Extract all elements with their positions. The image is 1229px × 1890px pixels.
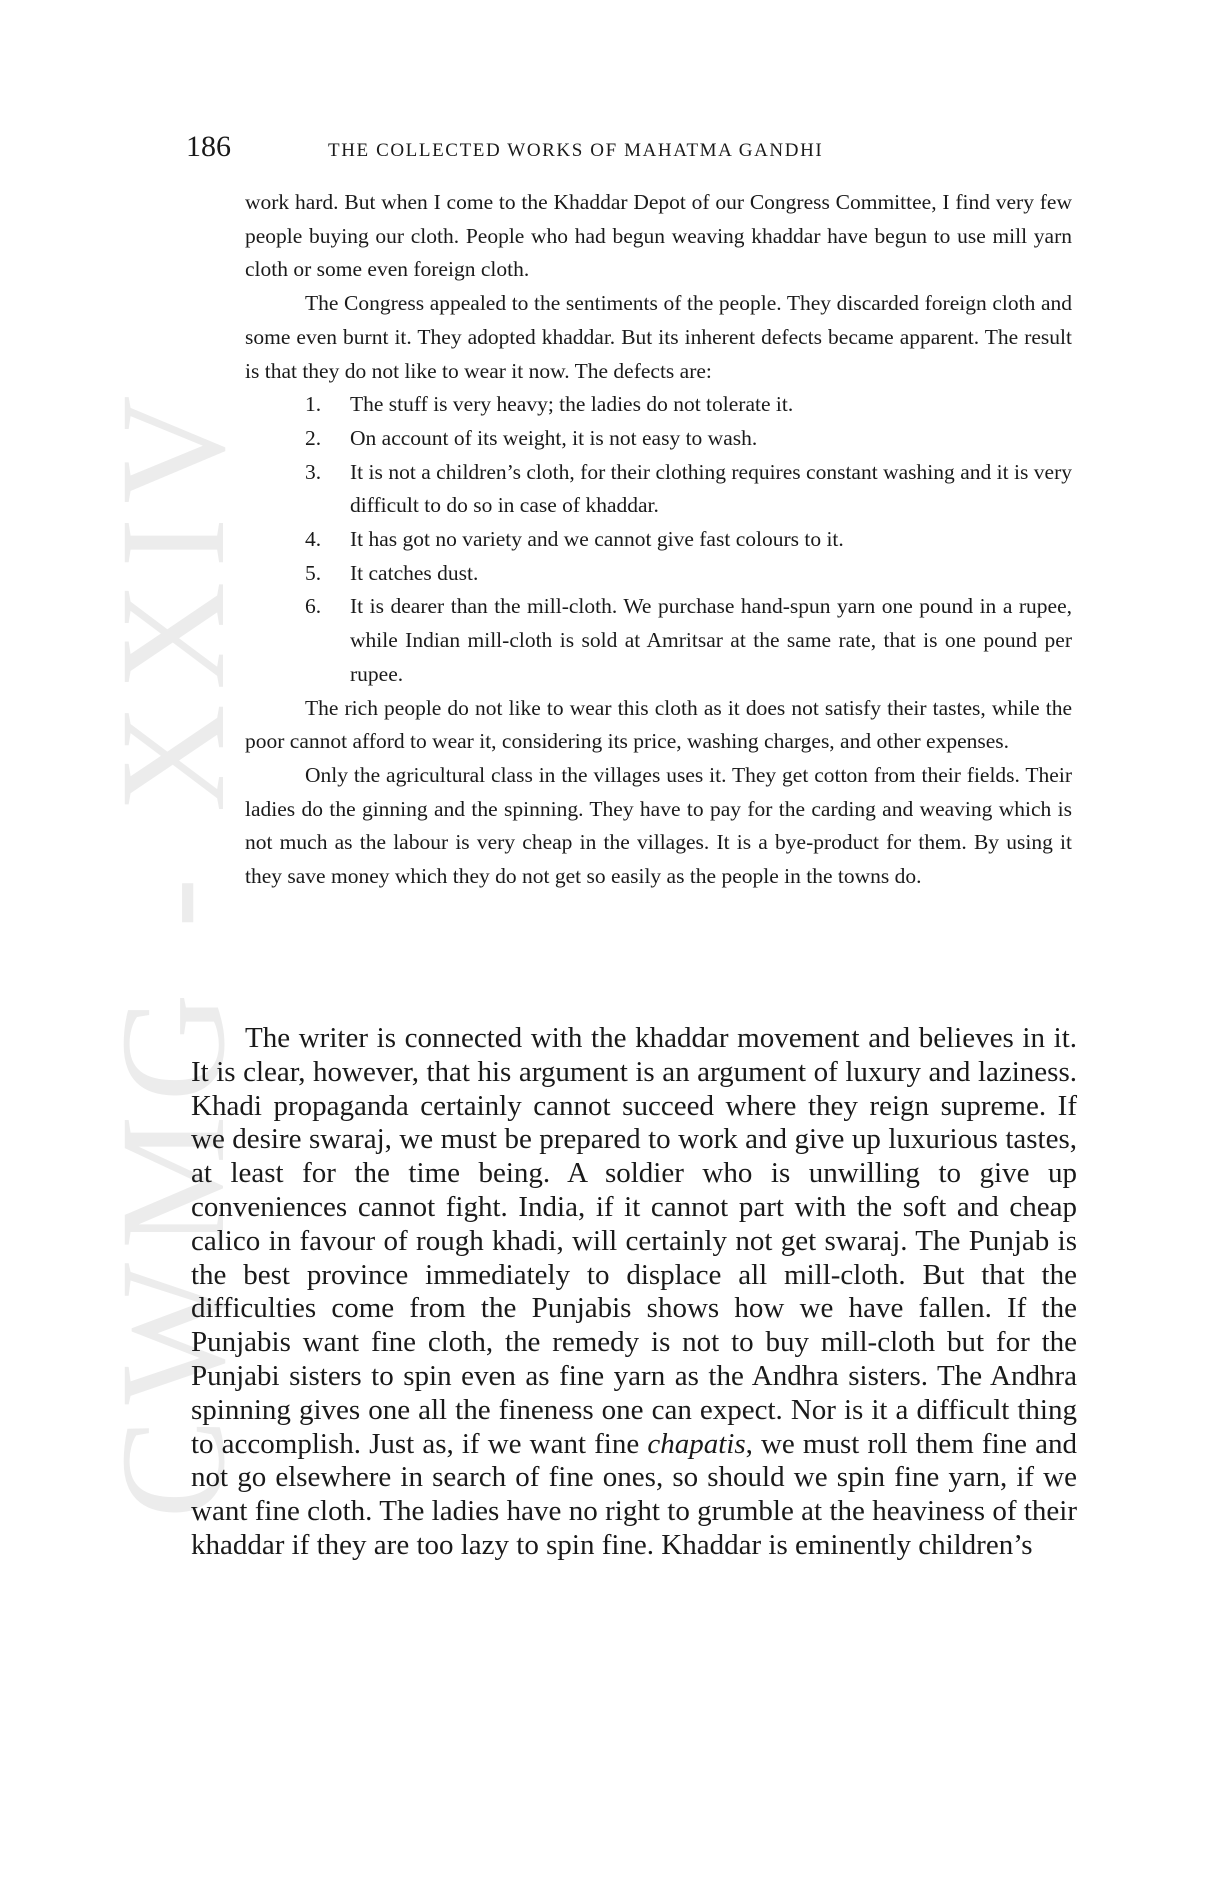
running-title: THE COLLECTED WORKS OF MAHATMA GANDHI [328,140,824,161]
list-item-text: The stuff is very heavy; the ladies do not tolerate it. [350,392,794,417]
list-item-text: It is not a children’s cloth, for their clothing requires constant washing and it is very difficult to do so in case of khaddar. [350,459,1072,518]
letter-paragraph: The rich people do not like to wear this cloth as it does not satisfy their tastes, while the poor cannot afford to wear it, considering its price, washing charges, and other expenses. [245,695,1072,754]
list-item [245,590,1072,691]
defects-list [245,388,1072,691]
reply-text-after-italic: , we must roll them fine and not go elsewhere in search of fine ones, so should we spin fine yarn, if we want fine cloth. The ladies have no right to grumble at the heaviness of their khaddar if they are too lazy to spin fine. Khaddar is eminently children’s [191,1427,1078,1561]
letter-opening-paragraph: work hard. But when I come to the Khaddar Depot of our Congress Committee, I find very few people buying our cloth. People who had begun weaving khaddar have begun to use mill yarn cloth or some even foreign cloth. [245,190,1072,282]
watermark-text: CWMG - XXIV [90,381,256,1519]
list-item [245,388,1072,422]
letter-paragraph: Only the agricultural class in the villages uses it. They get cotton from their fields. Their ladies do the ginning and the spinning. They have to pay for the carding and weaving which is not much as the labour is very cheap in the villages. It is a bye-product for them. By using it they save money which they do not get so easily as the people in the towns do. [245,762,1072,889]
page-header [186,130,1076,170]
list-item-text: It has got no variety and we cannot give fast colours to it. [350,527,844,552]
list-item-number: 6. [305,594,322,619]
list-item-number: 2. [305,425,322,450]
list-item-text: On account of its weight, it is not easy to wash. [350,425,758,450]
list-item [245,557,1072,591]
list-item-text: It is dearer than the mill-cloth. We purchase hand-spun yarn one pound in a rupee, while Indian mill-cloth is sold at Amritsar at the same rate, that is one pound per rupee. [350,594,1072,686]
italic-word: chapatis [647,1427,746,1460]
list-item [245,422,1072,456]
letter-paragraph: The Congress appealed to the sentiments of the people. They discarded foreign cloth and some even burnt it. They adopted khaddar. But its inherent defects became apparent. The result is that they do not like to wear it now. The defects are: [245,291,1072,383]
list-item-number: 1. [305,392,322,417]
reply-paragraph [191,1022,1077,1563]
list-item [245,523,1072,557]
editorial-reply [191,1022,1077,1563]
quoted-letter [245,186,1072,894]
list-item [245,456,1072,523]
list-item-number: 4. [305,527,322,552]
page-number: 186 [186,130,231,163]
list-item-number: 5. [305,560,322,585]
list-item-text: It catches dust. [350,560,479,585]
list-item-number: 3. [305,459,322,484]
reply-text-before-italic: The writer is connected with the khaddar movement and believes in it. It is clear, however, that his argument is an argument of luxury and laziness. Khadi propaganda certainly cannot succeed where they reign supreme. If we desire swaraj, we must be prepared to work and give up luxurious tastes, at least for the time being. A soldier who is unwilling to give up conveniences cannot fight. India, if it cannot part with the soft and cheap calico in favour of rough khadi, will certainly not get swaraj. The Punjab is the best province immediately to displace all mill-cloth. But that the difficulties come from the Punjabis shows how we have fallen. If the Punjabis want fine cloth, the remedy is not to buy mill-cloth but for the Punjabi sisters to spin even as fine yarn as the Andhra sisters. The Andhra spinning gives one all the fineness one can expect. Nor is it a difficult thing to accomplish. Just as, if we want fine [191,1022,1077,1460]
